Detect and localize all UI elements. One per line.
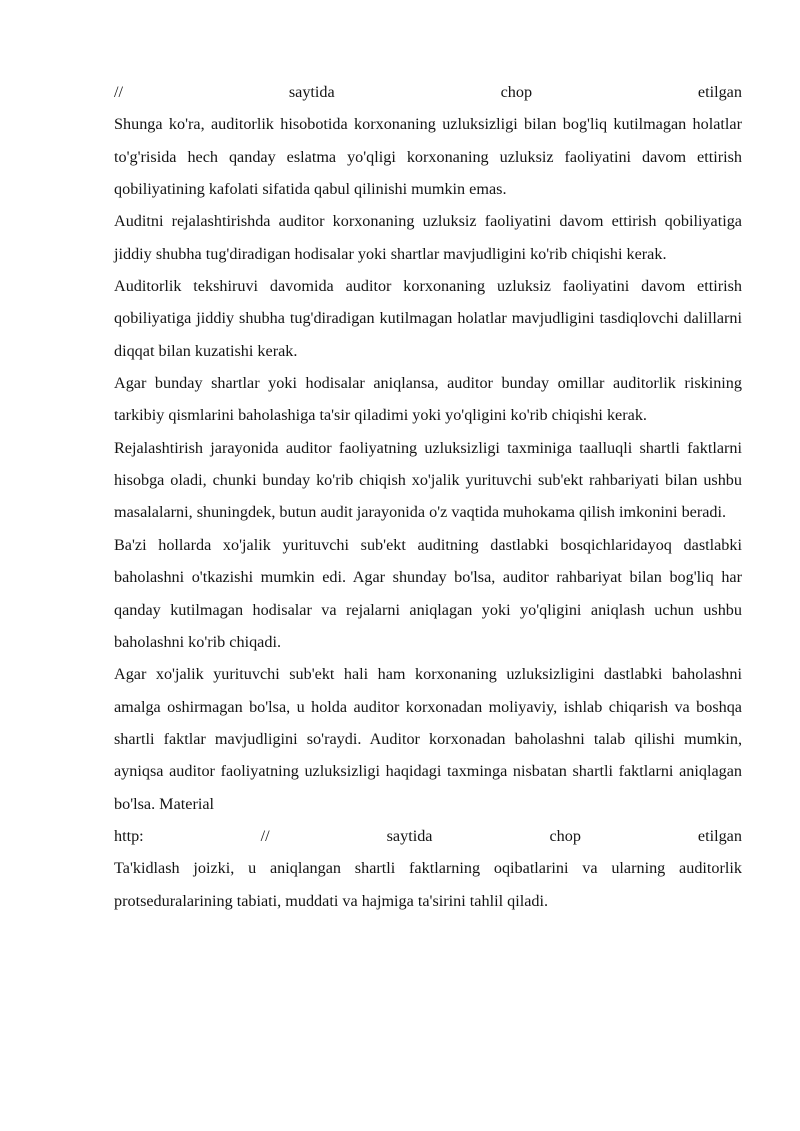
paragraph: Auditni rejalashtirishda auditor korxonaning uzluksiz faoliyatini davom ettirish qobiliyatiga jiddiy shubha tug'diradigan hodisalar yoki shartlar mavjudligini ko'rib chiqishi kerak. bbox=[114, 212, 742, 263]
paragraph: Auditorlik tekshiruvi davomida auditor korxonaning uzluksiz faoliyatini davom ettirish qobiliyatiga jiddiy shubha tug'diradigan kutilmagan holatlar mavjudligini tasdiqlovchi dalillarni diqqat bilan kuzatishi kerak. bbox=[114, 277, 742, 360]
paragraph: Ba'zi hollarda xo'jalik yurituvchi sub'ekt auditning dastlabki bosqichlaridayoq dastlabki baholashni o'tkazishi mumkin edi. Agar shunday bo'lsa, auditor rahbariyat bilan bog'liq har qanday kutilmagan hodisalar va rejalarni aniqlagan yoki yo'qligini aniqlash uchun ushbu baholashni ko'rib chiqadi. bbox=[114, 535, 742, 651]
watermark-word: etilgan bbox=[697, 826, 742, 845]
paragraph: Agar bunday shartlar yoki hodisalar aniqlansa, auditor bunday omillar auditorlik riskining tarkibiy qismlarini baholashiga ta'sir qiladimi yoki yo'qligini ko'rib chiqishi kerak. bbox=[114, 374, 742, 425]
watermark-word: saytida bbox=[288, 83, 335, 101]
watermark-word: // bbox=[114, 83, 123, 101]
watermark-word: // bbox=[260, 826, 270, 845]
watermark-word: chop bbox=[500, 83, 533, 101]
watermark-line-bottom bbox=[114, 820, 742, 852]
watermark-word: chop bbox=[549, 826, 581, 845]
watermark-word: etilgan bbox=[697, 83, 742, 101]
watermark-line-top bbox=[114, 76, 742, 108]
document-page bbox=[114, 76, 742, 917]
paragraph: Shunga ko'ra, auditorlik hisobotida korxonaning uzluksizligi bilan bog'liq kutilmagan holatlar to'g'risida hech qanday eslatma yo'qligi korxonaning uzluksiz faoliyatini davom ettirish qobiliyatining kafolati sifatida qabul qilinishi mumkin emas. bbox=[114, 115, 742, 199]
watermark-word: saytida bbox=[386, 826, 433, 845]
paragraph: Ta'kidlash joizki, u aniqlangan shartli faktlarning oqibatlarini va ularning auditorlik protseduralarining tabiati, muddati va hajmiga ta'sirini tahlil qiladi. bbox=[114, 859, 742, 910]
watermark-word: http: bbox=[114, 826, 144, 845]
paragraph: Agar xo'jalik yurituvchi sub'ekt hali ham korxonaning uzluksizligini dastlabki baholashni amalga oshirmagan bo'lsa, u holda auditor korxonadan moliyaviy, ishlab chiqarish va boshqa shartli faktlar mavjudligini so'raydi. Auditor korxonadan baholashni talab qilishi mumkin, ayniqsa auditor faoliyatning uzluksizligi haqidagi taxminga nisbatan shartli faktlarni aniqlagan bo'lsa. Material bbox=[114, 665, 742, 813]
paragraph: Rejalashtirish jarayonida auditor faoliyatning uzluksizligi taxminiga taalluqli shartli faktlarni hisobga oladi, chunki bunday ko'rib chiqish xo'jalik yurituvchi sub'ekt rahbariyati bilan ushbu masalalarni, shuningdek, butun audit jarayonida o'z vaqtida muhokama qilish imkonini beradi. bbox=[114, 438, 742, 522]
